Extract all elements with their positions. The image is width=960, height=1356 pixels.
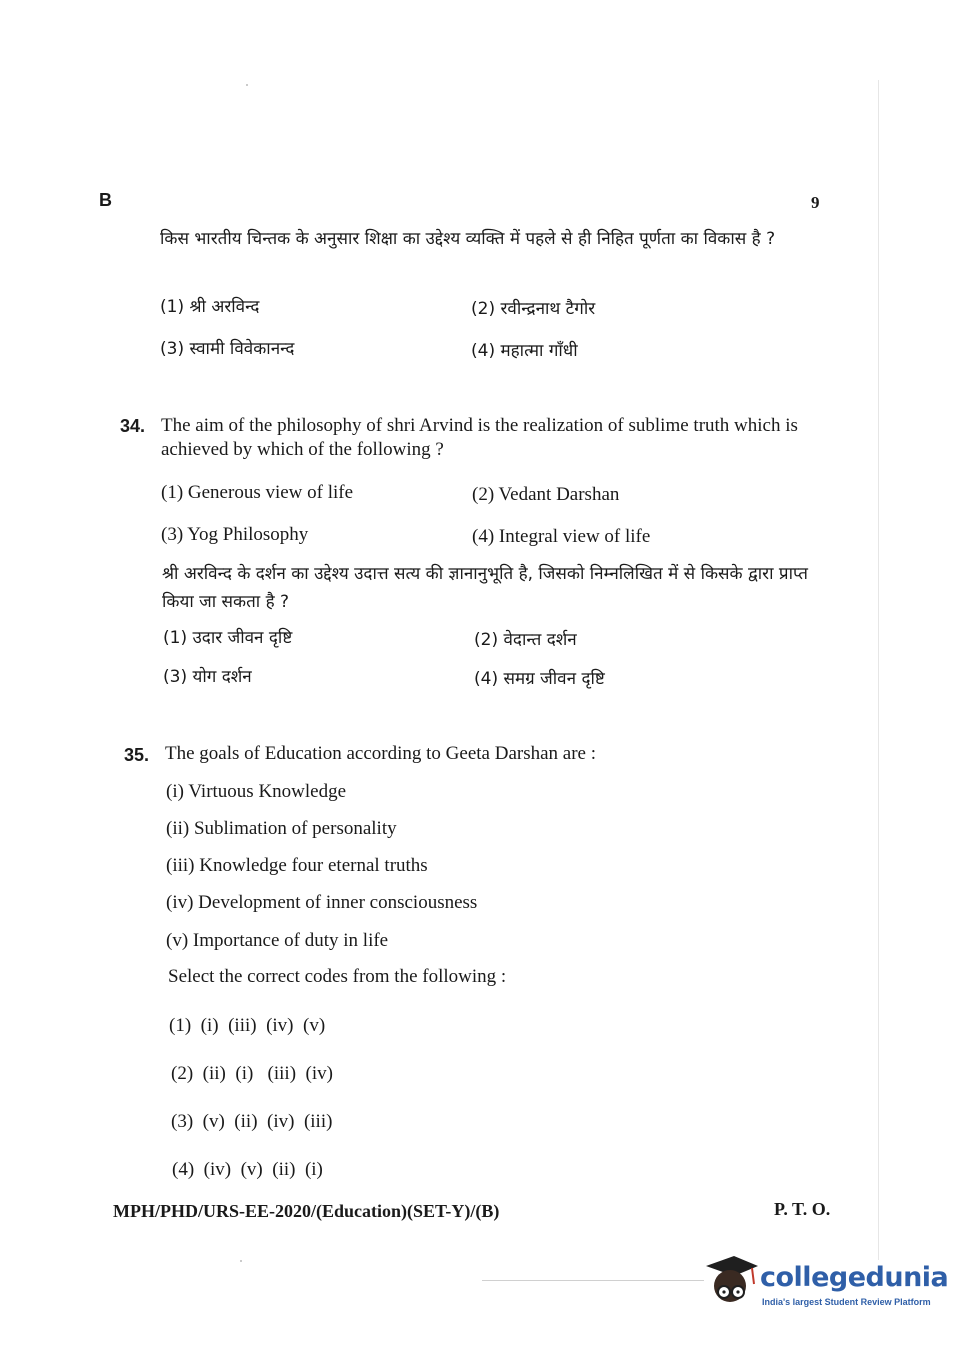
- q35-item-iii: (iii) Knowledge four eternal truths: [166, 855, 428, 876]
- q34-question: The aim of the philosophy of shri Arvind is the realization of sublime truth which is achieved by which of the following ?: [161, 415, 798, 460]
- q34-hindi-question: श्री अरविन्द के दर्शन का उद्देश्य उदात्त सत्य की ज्ञानानुभूति है, जिसको निम्नलिखित में से किसके द्वारा प्राप्त किया जा सकता है ?: [162, 564, 808, 612]
- q35-item-i: (i) Virtuous Knowledge: [166, 781, 347, 802]
- q35-option-2: (2) (ii) (i) (iii) (iv): [171, 1063, 333, 1084]
- pto-label: P. T. O.: [774, 1199, 831, 1219]
- q35-number: 35.: [124, 745, 150, 765]
- q34-hindi-option-3: (3) योग दर्शन: [163, 667, 252, 687]
- q35-question: The goals of Education according to Geeta Darshan are :: [165, 743, 597, 764]
- watermark-brand: collegedunia: [760, 1262, 949, 1293]
- q33-hindi-option-3: (3) स्वामी विवेकानन्द: [160, 339, 295, 359]
- q34-hindi-option-2: (2) वेदान्त दर्शन: [474, 630, 577, 650]
- exam-code: MPH/PHD/URS-EE-2020/(Education)(SET-Y)/(B): [113, 1201, 500, 1221]
- set-label: B: [99, 190, 112, 210]
- scan-speck: [246, 84, 248, 86]
- q33-hindi-option-1: (1) श्री अरविन्द: [160, 297, 260, 317]
- q35-option-1: (1) (i) (iii) (iv) (v): [169, 1015, 326, 1036]
- q33-hindi-option-2: (2) रवीन्द्रनाथ टैगोर: [471, 299, 596, 319]
- q34-option-4: (4) Integral view of life: [472, 526, 651, 547]
- q34-option-3: (3) Yog Philosophy: [161, 524, 309, 545]
- q35-option-4: (4) (iv) (v) (ii) (i): [172, 1159, 323, 1180]
- page-number: 9: [811, 193, 820, 212]
- q33-hindi-option-4: (4) महात्मा गाँधी: [471, 341, 578, 361]
- q34-number: 34.: [120, 416, 146, 436]
- q35-item-iv: (iv) Development of inner consciousness: [166, 892, 478, 913]
- q34-option-2: (2) Vedant Darshan: [472, 484, 620, 505]
- watermark-rule: [482, 1280, 704, 1281]
- scan-speck: [240, 1260, 242, 1262]
- watermark-tagline: India's largest Student Review Platform: [762, 1297, 931, 1307]
- page-edge: [878, 80, 879, 1260]
- q35-instruction: Select the correct codes from the following :: [168, 966, 507, 987]
- q33-hindi-question: किस भारतीय चिन्तक के अनुसार शिक्षा का उद्देश्य व्यक्ति में पहले से ही निहित पूर्णता का विकास है ?: [160, 229, 776, 249]
- mascot-icon: [700, 1250, 764, 1314]
- q35-item-ii: (ii) Sublimation of personality: [166, 818, 397, 839]
- q34-hindi-option-1: (1) उदार जीवन दृष्टि: [163, 628, 293, 648]
- q34-hindi-option-4: (4) समग्र जीवन दृष्टि: [474, 669, 605, 689]
- q34-option-1: (1) Generous view of life: [161, 482, 354, 503]
- q35-option-3: (3) (v) (ii) (iv) (iii): [171, 1111, 333, 1132]
- q35-item-v: (v) Importance of duty in life: [166, 930, 389, 951]
